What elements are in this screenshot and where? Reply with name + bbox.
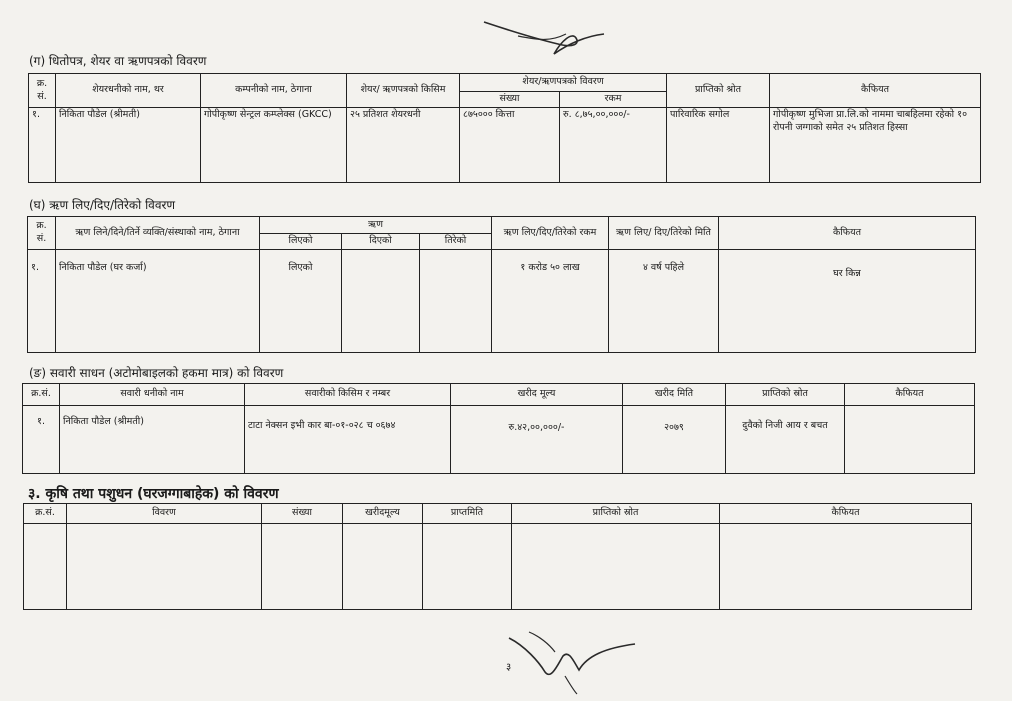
col-party: ऋण लिने/दिने/तिर्ने व्यक्ति/संस्थाको नाम, ठेगाना bbox=[56, 217, 260, 250]
col-paid: तिरेको bbox=[420, 234, 492, 250]
cell-party: निकिता पौडेल (घर कर्जा) bbox=[56, 250, 260, 353]
col-desc: विवरण bbox=[67, 504, 262, 524]
cell-company: गोपीकृष्ण सेन्ट्रल कम्प्लेक्स (GKCC) bbox=[201, 108, 347, 183]
cell-holder: निकिता पौडेल (श्रीमती) bbox=[56, 108, 201, 183]
cell-loan-amount: १ करोड ५० लाख bbox=[492, 250, 609, 353]
table-row bbox=[29, 108, 981, 183]
col-taken: लिएको bbox=[260, 234, 342, 250]
section-gh-title: (घ) ऋण लिए/दिए/तिरेको विवरण bbox=[29, 198, 176, 212]
col-owner: सवारी धनीको नाम bbox=[60, 384, 245, 406]
col-sn: क्र. सं. bbox=[29, 74, 56, 108]
col-remarks: कैफियत bbox=[719, 217, 976, 250]
agriculture-table bbox=[23, 503, 972, 610]
cell-remarks: गोपीकृष्ण मुभिजा प्रा.लि.को नाममा चाबहिलमा रहेको १० रोपनी जग्गाको समेत २५ प्रतिशत हिस्सा bbox=[770, 108, 981, 183]
page-number: ३ bbox=[506, 662, 512, 673]
cell-type: २५ प्रतिशत शेयरधनी bbox=[347, 108, 460, 183]
signature-bottom bbox=[505, 626, 640, 696]
cell-price: रु.४२,००,०००/- bbox=[451, 406, 623, 474]
vehicle-table bbox=[22, 383, 975, 474]
col-vehicle: सवारीको किसिम र नम्बर bbox=[245, 384, 451, 406]
table-row bbox=[28, 250, 976, 353]
cell-vehicle: टाटा नेक्सन इभी कार बा-०१-०२८ च ०६७४ bbox=[245, 406, 451, 474]
cell-amount: रु. ८,७५,००,०००/- bbox=[560, 108, 667, 183]
col-date: प्राप्तमिति bbox=[423, 504, 512, 524]
signature-top bbox=[478, 14, 608, 62]
cell-sn: १. bbox=[29, 108, 56, 183]
col-qty: संख्या bbox=[262, 504, 343, 524]
cell-remarks bbox=[845, 406, 975, 474]
cell-sn: १. bbox=[23, 406, 60, 474]
col-date: खरीद मिति bbox=[623, 384, 726, 406]
col-sn: क्र. सं. bbox=[28, 217, 56, 250]
cell-sn: १. bbox=[28, 250, 56, 353]
securities-table bbox=[28, 73, 981, 183]
col-loan-date: ऋण लिए/ दिए/तिरेको मिति bbox=[609, 217, 719, 250]
col-company: कम्पनीको नाम, ठेगाना bbox=[201, 74, 347, 108]
col-price: खरीद मूल्य bbox=[451, 384, 623, 406]
cell-given bbox=[342, 250, 420, 353]
col-price: खरीदमूल्य bbox=[343, 504, 423, 524]
cell-date: २०७९ bbox=[623, 406, 726, 474]
col-holder: शेयरधनीको नाम, थर bbox=[56, 74, 201, 108]
col-type: शेयर/ ऋणपत्रको किसिम bbox=[347, 74, 460, 108]
col-source: प्राप्तिको स्रोत bbox=[726, 384, 845, 406]
col-loan: ऋण bbox=[260, 217, 492, 234]
cell-taken: लिएको bbox=[260, 250, 342, 353]
col-remarks: कैफियत bbox=[720, 504, 972, 524]
cell-source: पारिवारिक सगोल bbox=[667, 108, 770, 183]
col-given: दिएको bbox=[342, 234, 420, 250]
table-row bbox=[24, 524, 972, 610]
cell-owner: निकिता पौडेल (श्रीमती) bbox=[60, 406, 245, 474]
col-detail: शेयर/ऋणपत्रको विवरण bbox=[460, 74, 667, 92]
table-row bbox=[23, 406, 975, 474]
col-sn: क्र.सं. bbox=[23, 384, 60, 406]
col-remarks: कैफियत bbox=[770, 74, 981, 108]
cell-source: दुवैको निजी आय र बचत bbox=[726, 406, 845, 474]
col-qty: संख्या bbox=[460, 92, 560, 108]
col-amount: रकम bbox=[560, 92, 667, 108]
col-source: प्राप्तिको स्रोत bbox=[512, 504, 720, 524]
section-ng-title: (ङ) सवारी साधन (अटोमोबाइलको हकमा मात्र) को विवरण bbox=[29, 366, 284, 380]
col-loan-amount: ऋण लिए/दिए/तिरेको रकम bbox=[492, 217, 609, 250]
col-source: प्राप्तिको श्रोत bbox=[667, 74, 770, 108]
cell-loan-date: ४ वर्ष पहिले bbox=[609, 250, 719, 353]
cell-qty: ८७५००० कित्ता bbox=[460, 108, 560, 183]
cell-remarks: घर किन्न bbox=[719, 250, 976, 353]
section-g-title: (ग) धितोपत्र, शेयर वा ऋणपत्रको विवरण bbox=[29, 54, 207, 68]
section-3-title: ३. कृषि तथा पशुधन (घरजग्गाबाहेक) को विवरण bbox=[28, 486, 279, 502]
cell-paid bbox=[420, 250, 492, 353]
col-sn: क्र.सं. bbox=[24, 504, 67, 524]
col-remarks: कैफियत bbox=[845, 384, 975, 406]
loan-table bbox=[27, 216, 976, 353]
